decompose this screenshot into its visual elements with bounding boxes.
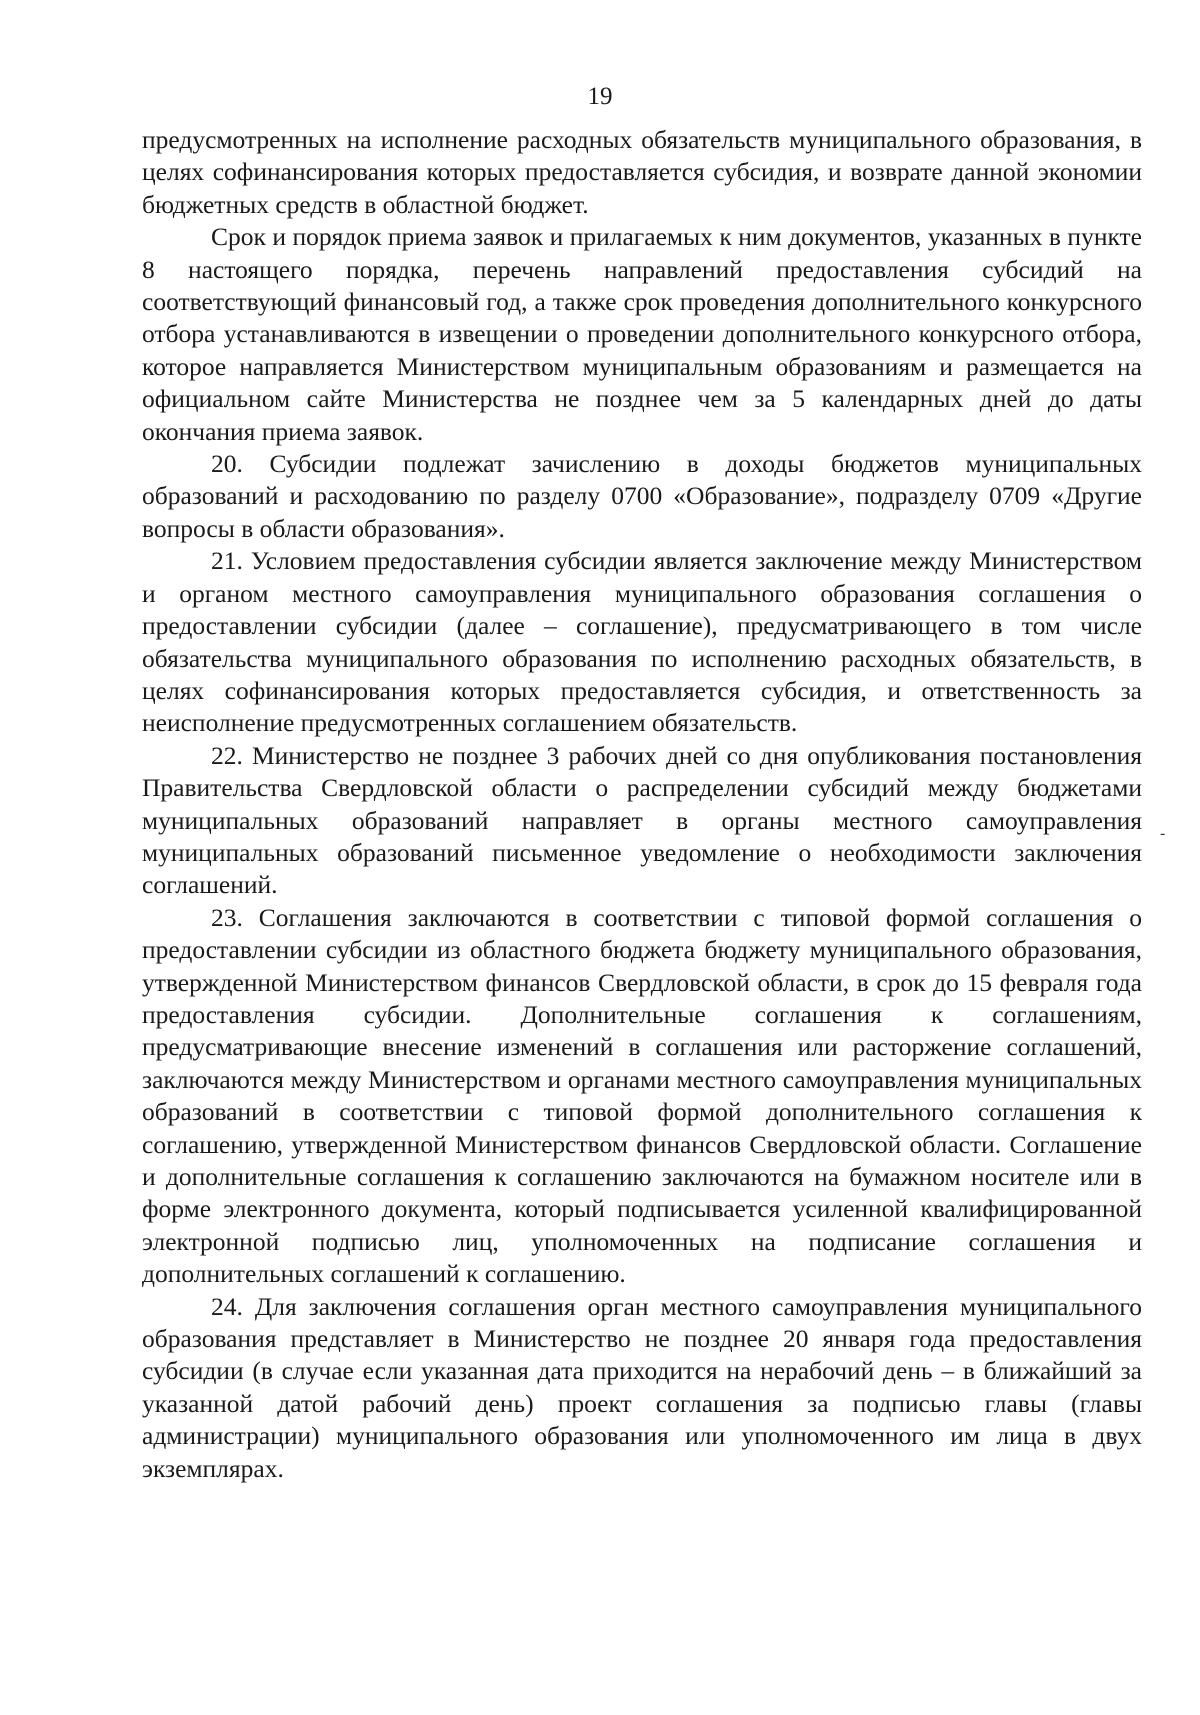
paragraph-item-23: 23. Соглашения заключаются в соответствии с типовой формой соглашения о предоставлении субсидии из областного бюджета бюджету муниципального образования, утвержденной Министерством финансов Свердловской области, в срок до 15 февраля года предоставления субсидии. Дополнительные соглашения к соглашениям, предусматривающие внесение изменений в соглашения или расторжение соглашений, заключаются между Министерством и органами местного самоуправления муниципальных образований в соответствии с типовой формой дополнительного соглашения к соглашению, утвержденной Министерством финансов Свердловской области. Соглашение и дополнительные соглашения к соглашению заключаются на бумажном носителе или в форме электронного документа, который подписывается усиленной квалифицированной электронной подписью лиц, уполномоченных на подписание соглашения и дополнительных соглашений к соглашению. [142, 902, 1142, 1289]
paragraph-application-terms: Срок и порядок приема заявок и прилагаемых к ним документов, указанных в пункте 8 настоящего порядка, перечень направлений предоставления субсидий на соответствующий финансовый год, а также срок проведения дополнительного конкурсного отбора устанавливаются в извещении о проведении дополнительного конкурсного отбора, которое направляется Министерством муниципальным образованиям и размещается на официальном сайте Министерства не позднее чем за 5 календарных дней до даты окончания приема заявок. [142, 222, 1142, 446]
document-body [142, 124, 1142, 1485]
page-number: 19 [587, 83, 613, 110]
paragraph-continuation: предусмотренных на исполнение расходных обязательств муниципального образования, в целях софинансирования которых предоставляется субсидия, и возврате данной экономии бюджетных средств в областной бюджет. [142, 125, 1142, 219]
paragraph-item-24: 24. Для заключения соглашения орган местного самоуправления муниципального образования представляет в Министерство не позднее 20 января года предоставления субсидии (в случае если указанная дата приходится на нерабочий день – в ближайший за указанной датой рабочий день) проект соглашения за подписью главы (главы администрации) муниципального образования или уполномоченного им лица в двух экземплярах. [142, 1291, 1142, 1483]
paragraph-item-21: 21. Условием предоставления субсидии является заключение между Министерством и органом местного самоуправления муниципального образования соглашения о предоставлении субсидии (далее – соглашение), предусматривающего в том числе обязательства муниципального образования по исполнению расходных обязательств, в целях софинансирования которых предоставляется субсидия, и ответственность за неисполнение предусмотренных соглашением обязательств. [142, 546, 1142, 738]
paragraph-item-20: 20. Субсидии подлежат зачислению в доходы бюджетов муниципальных образований и расходованию по разделу 0700 «Образование», подразделу 0709 «Другие вопросы в области образования». [142, 449, 1142, 543]
paragraph-item-22: 22. Министерство не позднее 3 рабочих дней со дня опубликования постановления Правительства Свердловской области о распределении субсидий между бюджетами муниципальных образований направляет в органы местного самоуправления муниципальных образований письменное уведомление о необходимости заключения соглашений. [142, 740, 1142, 900]
margin-mark: - [1160, 825, 1166, 842]
